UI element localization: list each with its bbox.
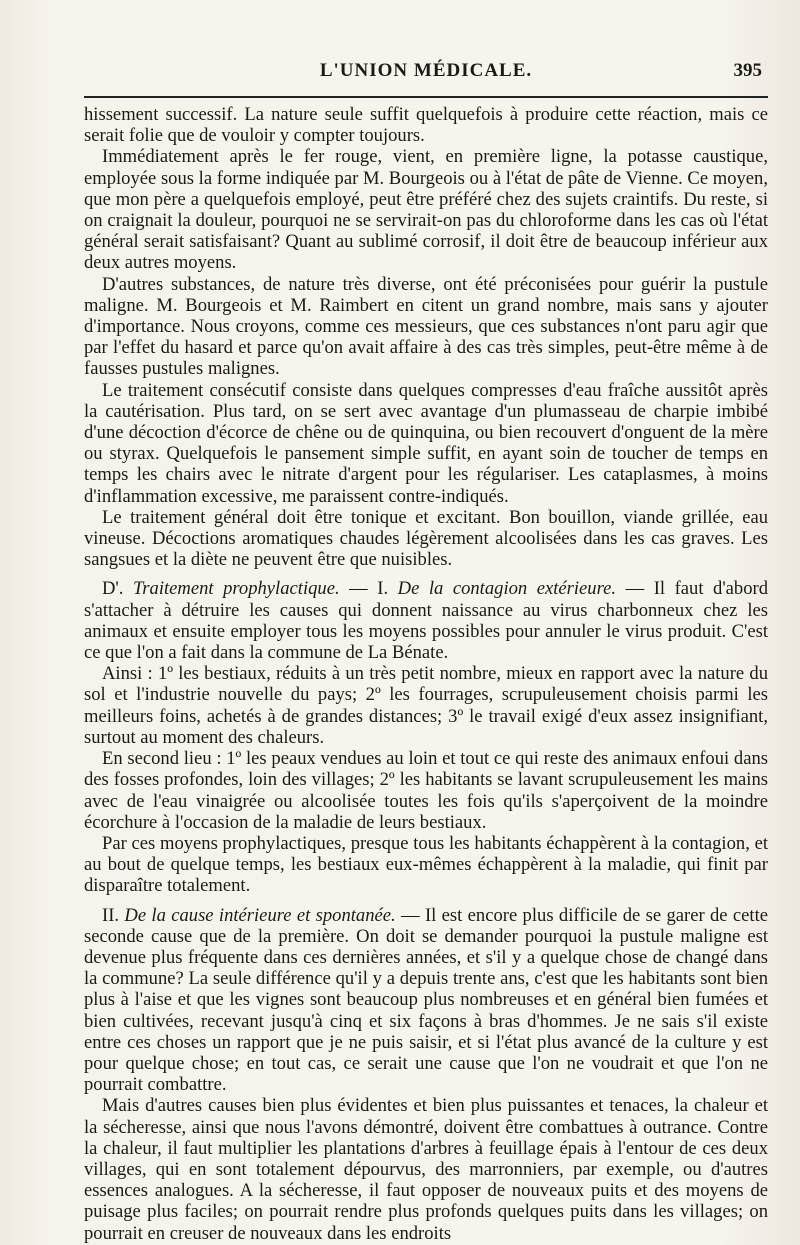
running-title: L'UNION MÉDICALE. xyxy=(319,60,533,81)
paragraph-continuation xyxy=(84,104,768,146)
paragraph-text: En second lieu : 1º les peaux vendues au loin et tout ce qui reste des animaux enfoui dans des fosses profondes, loin des villages; 2º les habitants se lavant scrupuleusement les mains avec de l'eau vinaigrée ou alcoolisée toutes les fois qu'ils s'aperçoivent de la moindre écorchure à l'occasion de la maladie de leurs bestiaux. xyxy=(84,748,768,833)
paragraph-text: Le traitement consécutif consiste dans quelques compresses d'eau fraîche aussitôt après la cautérisation. Plus tard, on se sert avec avantage d'un plumasseau de charpie imbibé d'une décoction d'écorce de chêne ou de quinquina, ou bien recouvert d'onguent de la mère ou styrax. Quelquefois le pansement simple suffit, en ayant soin de toucher de temps en temps les chairs avec le nitrate d'argent pour les régulariser. Les cataplasmes, à moins d'inflammation excessive, me paraissent contre-indiqués. xyxy=(84,379,768,507)
paragraph-text: Immédiatement après le fer rouge, vient, en première ligne, la potasse caustique, employée sous la forme indiquée par M. Bourgeois ou à l'état de pâte de Vienne. Ce moyen, que mon père a quelquefois employé, peut être préféré chez des sujets craintifs. Du reste, si on craignait la douleur, pourquoi ne se servirait-on pas du chloroforme dans les cas où l'état général serait satisfaisant? Quant au sublimé corrosif, il doit être de beaucoup inférieur aux deux autres moyens. xyxy=(84,146,768,274)
paragraph-general-treatment xyxy=(84,507,768,571)
paragraph-text: — Il faut d'abord s'attacher à détruire les causes qui donnent naissance au virus charbonneux chez les animaux et ensuite employer tous les moyens possibles pour annuler le virus produit. C'est ce que l'on a fait dans la commune de La Bénate. xyxy=(84,578,769,664)
section-label: II. xyxy=(102,904,125,926)
paragraph-text: Par ces moyens prophylactiques, presque tous les habitants échappèrent à la contagion, et au bout de quelque temps, les bestiaux eux-mêmes échappèrent à la maladie, qui finit par disparaître totalement. xyxy=(84,832,768,897)
section-separator: — I. xyxy=(339,578,398,600)
page-number: 395 xyxy=(733,60,762,81)
paragraph-heat-drought xyxy=(84,1095,768,1243)
section-prophylactic-treatment xyxy=(84,578,768,663)
running-head xyxy=(84,60,768,90)
section-internal-cause xyxy=(84,905,768,1096)
subsection-heading: De la contagion extérieure. xyxy=(397,578,617,600)
paragraph-other-substances xyxy=(84,274,768,380)
section-label: D'. xyxy=(102,578,133,600)
paragraph-second-measures xyxy=(84,748,768,833)
subsection-heading: De la cause intérieure et spontanée. xyxy=(124,904,396,926)
body-text xyxy=(84,104,768,1244)
paragraph-text: hissement successif. La nature seule suffit quelquefois à produire cette réaction, mais ce serait folie que de vouloir y compter toujours. xyxy=(84,104,768,147)
paragraph-results xyxy=(84,833,768,897)
header-rule xyxy=(84,96,768,98)
paragraph-text: D'autres substances, de nature très diverse, ont été préconisées pour guérir la pustule maligne. M. Bourgeois et M. Raimbert en citent un grand nombre, mais sans y ajouter d'importance. Nous croyons, comme ces messieurs, que ces substances n'ont paru agir que par l'effet du hasard et parce qu'on avait affaire à des cas très simples, peut-être même à de fausses pustules malignes. xyxy=(84,273,768,380)
paragraph-text: — Il est encore plus difficile de se garer de cette seconde cause que de la première. On doit se demander pourquoi la pustule maligne est devenue plus fréquente dans ces dernières années, et s'il y a quelque chose de changé dans la commune? La seule différence qu'il y a depuis trente ans, c'est que les habitants sont bien plus à l'aise et que les vignes sont beaucoup plus nombreuses et en général bien fumées et bien cultivées, recevant jusqu'à cinq et six façons à bras d'hommes. Je ne sais s'il existe entre ces choses un rapport que je ne puis saisir, et si l'état plus avancé de la culture y est pour quelque chose; en tout cas, ce serait une cause que l'on ne voudrait et que l'on ne pourrait combattre. xyxy=(84,904,768,1096)
paragraph-caustic-potash xyxy=(84,146,768,273)
paragraph-text: Mais d'autres causes bien plus évidentes et bien plus puissantes et tenaces, la chaleur et la sécheresse, ainsi que nous l'avons démontré, doivent être combattues à outrance. Contre la chaleur, il faut multiplier les plantations d'arbres à feuillage épais à l'entour de ces deux villages, qui en sont totalement dépourvus, des marronniers, par exemple, ou d'autres essences analogues. A la sécheresse, il faut opposer de nouveaux puits et des moyens de puisage plus faciles; on pourrait rendre plus profonds quelques puits dans les villages; on pourrait en creuser de nouveaux dans les endroits xyxy=(84,1095,768,1244)
paragraph-first-measures xyxy=(84,663,768,748)
section-heading: Traitement prophylactique. xyxy=(132,578,340,600)
paragraph-text: Le traitement général doit être tonique et excitant. Bon bouillon, viande grillée, eau vineuse. Décoctions aromatiques chaudes légèrement alcoolisées dans les cas graves. Les sangsues et la diète ne peuvent être que nuisibles. xyxy=(84,506,768,571)
paragraph-text: Ainsi : 1º les bestiaux, réduits à un très petit nombre, mieux en rapport avec la nature du sol et l'industrie nouvelle du pays; 2º les fourrages, scrupuleusement choisis parmi les meilleurs foins, achetés à de grandes distances; 3º le travail exigé d'eux assez insignifiant, surtout au moment des chaleurs. xyxy=(84,663,768,748)
paragraph-consecutive-treatment xyxy=(84,380,768,507)
